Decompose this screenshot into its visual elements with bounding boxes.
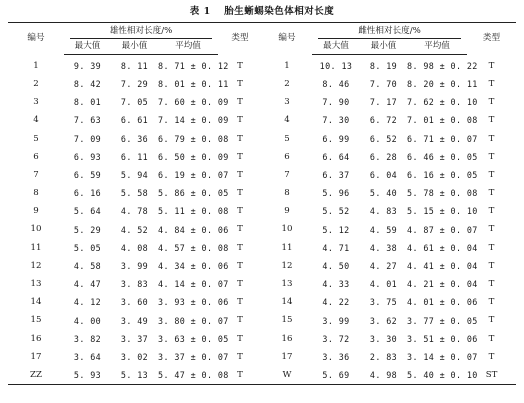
cell-male-type: T	[237, 279, 243, 290]
header-male-type: 类型	[231, 33, 249, 44]
cell-female-type: T	[488, 60, 495, 71]
cell-male-mean: 5. 11 ± 0. 08	[158, 206, 229, 217]
cell-male-mean: 5. 86 ± 0. 05	[158, 188, 229, 199]
table-row	[8, 166, 516, 184]
cell-male-max: 3. 64	[73, 351, 102, 362]
table-row	[8, 366, 516, 385]
cell-female-mean: 6. 71 ± 0. 07	[407, 133, 478, 144]
header-female-group: 雌性相对长度/%	[312, 23, 467, 40]
cell-male-no: 8	[33, 188, 39, 199]
cell-male-type: T	[237, 224, 243, 235]
table-row	[8, 130, 516, 148]
cell-female-min: 3. 75	[369, 297, 398, 308]
table-row	[8, 93, 516, 111]
cell-female-no: 15	[281, 315, 293, 326]
cell-female-type: T	[488, 188, 495, 199]
cell-female-type: T	[488, 97, 495, 108]
cell-male-type: T	[237, 188, 243, 199]
cell-female-mean: 4. 01 ± 0. 06	[407, 297, 478, 308]
header-female-type: 类型	[482, 33, 501, 44]
cell-male-no: 17	[30, 351, 42, 362]
cell-female-no: W	[282, 369, 292, 380]
cell-female-min: 6. 28	[369, 151, 398, 162]
cell-male-mean: 8. 01 ± 0. 11	[158, 79, 229, 90]
cell-male-max: 7. 09	[73, 133, 102, 144]
header-female-mean: 平均值	[407, 39, 467, 55]
cell-female-min: 7. 70	[369, 79, 398, 90]
table-row	[8, 293, 516, 311]
cell-male-min: 5. 13	[120, 370, 149, 381]
cell-female-min: 4. 27	[369, 260, 398, 271]
table-number: 表 1	[189, 6, 211, 17]
cell-male-min: 3. 02	[120, 351, 149, 362]
cell-male-min: 3. 99	[120, 260, 149, 271]
cell-female-type: T	[488, 242, 495, 253]
cell-male-no: 3	[33, 97, 39, 108]
table-row	[8, 203, 516, 221]
cell-male-mean: 7. 14 ± 0. 09	[158, 115, 229, 126]
cell-female-no: 12	[281, 260, 293, 271]
cell-male-min: 4. 52	[120, 224, 149, 235]
header-male-no: 编号	[27, 33, 45, 44]
chromosome-length-table	[8, 22, 516, 385]
cell-male-mean: 4. 57 ± 0. 08	[158, 242, 229, 253]
cell-female-min: 5. 40	[369, 188, 398, 199]
cell-male-max: 5. 64	[73, 206, 102, 217]
cell-male-no: 12	[30, 260, 42, 271]
cell-female-mean: 3. 14 ± 0. 07	[407, 351, 478, 362]
cell-female-max: 10. 13	[319, 60, 353, 71]
cell-male-mean: 6. 19 ± 0. 07	[158, 170, 229, 181]
cell-female-mean: 3. 51 ± 0. 06	[407, 333, 478, 344]
cell-male-no: 6	[33, 151, 39, 162]
cell-male-type: T	[237, 133, 243, 144]
cell-male-min: 4. 08	[120, 242, 149, 253]
cell-female-no: 17	[281, 351, 293, 362]
header-female-min: 最小值	[360, 39, 407, 55]
cell-female-mean: 5. 40 ± 0. 10	[407, 370, 478, 381]
cell-female-min: 4. 01	[369, 279, 398, 290]
cell-female-mean: 4. 61 ± 0. 04	[407, 242, 478, 253]
cell-male-no: 14	[30, 297, 42, 308]
cell-female-no: 7	[284, 169, 290, 180]
cell-female-type: ST	[485, 369, 498, 380]
header-female-no: 编号	[278, 33, 296, 44]
cell-female-max: 8. 46	[322, 79, 350, 90]
cell-male-min: 7. 05	[120, 97, 149, 108]
cell-female-max: 5. 12	[322, 224, 350, 235]
cell-female-no: 14	[281, 297, 293, 308]
table-title: 胎生蜥蜴染色体相对长度	[224, 6, 335, 17]
cell-male-no: 11	[30, 242, 42, 253]
cell-female-min: 4. 38	[369, 242, 398, 253]
cell-male-max: 4. 00	[73, 315, 102, 326]
cell-male-mean: 6. 79 ± 0. 08	[158, 133, 229, 144]
cell-male-max: 3. 82	[73, 333, 102, 344]
cell-female-max: 4. 33	[322, 279, 350, 290]
cell-male-min: 3. 49	[120, 315, 149, 326]
header-male-min: 最小值	[111, 39, 158, 55]
cell-male-mean: 3. 63 ± 0. 05	[158, 333, 229, 344]
table-row	[8, 275, 516, 293]
cell-male-max: 6. 59	[73, 170, 102, 181]
cell-female-no: 16	[281, 333, 293, 344]
table-row	[8, 330, 516, 348]
cell-female-max: 4. 50	[322, 260, 350, 271]
table-row	[8, 55, 516, 76]
cell-female-max: 6. 99	[322, 133, 350, 144]
cell-female-max: 4. 71	[322, 242, 350, 253]
cell-male-mean: 6. 50 ± 0. 09	[158, 151, 229, 162]
cell-male-min: 3. 37	[120, 333, 149, 344]
cell-female-no: 8	[284, 188, 290, 199]
cell-male-type: T	[237, 333, 243, 344]
cell-male-type: T	[237, 78, 243, 89]
cell-male-min: 6. 11	[120, 151, 149, 162]
cell-male-mean: 5. 47 ± 0. 08	[158, 370, 229, 381]
cell-female-mean: 3. 77 ± 0. 05	[407, 315, 478, 326]
cell-male-max: 4. 58	[73, 260, 102, 271]
cell-female-max: 5. 96	[322, 188, 350, 199]
cell-female-type: T	[488, 151, 495, 162]
cell-female-min: 7. 17	[369, 97, 398, 108]
cell-male-max: 9. 39	[73, 60, 102, 71]
cell-male-max: 4. 47	[73, 279, 102, 290]
cell-male-min: 4. 78	[120, 206, 149, 217]
cell-female-type: T	[488, 333, 495, 344]
cell-female-type: T	[488, 297, 495, 308]
table-row	[8, 148, 516, 166]
cell-female-mean: 5. 15 ± 0. 10	[407, 206, 478, 217]
cell-male-mean: 3. 37 ± 0. 07	[158, 351, 229, 362]
cell-female-max: 6. 64	[322, 151, 350, 162]
cell-male-no: 9	[33, 206, 39, 217]
cell-male-type: T	[237, 297, 243, 308]
cell-male-type: T	[237, 97, 243, 108]
cell-female-no: 5	[284, 133, 290, 144]
cell-female-no: 9	[284, 206, 290, 217]
cell-female-no: 13	[281, 279, 293, 290]
cell-female-min: 6. 04	[369, 170, 398, 181]
cell-male-type: T	[237, 351, 243, 362]
cell-female-type: T	[488, 315, 495, 326]
cell-male-min: 3. 83	[120, 279, 149, 290]
header-male-mean: 平均值	[158, 39, 218, 55]
cell-male-type: T	[237, 369, 243, 380]
cell-female-mean: 6. 16 ± 0. 05	[407, 170, 478, 181]
cell-male-type: T	[237, 242, 243, 253]
cell-male-no: 15	[30, 315, 42, 326]
cell-female-min: 3. 62	[369, 315, 398, 326]
cell-female-min: 2. 83	[369, 351, 398, 362]
cell-female-max: 3. 36	[322, 351, 350, 362]
cell-male-mean: 4. 34 ± 0. 06	[158, 260, 229, 271]
cell-female-mean: 7. 62 ± 0. 10	[407, 97, 478, 108]
cell-male-no: 16	[30, 333, 42, 344]
cell-male-min: 6. 36	[120, 133, 149, 144]
cell-female-type: T	[488, 260, 495, 271]
cell-female-max: 3. 99	[322, 315, 350, 326]
cell-female-min: 8. 19	[369, 60, 398, 71]
cell-female-mean: 6. 46 ± 0. 05	[407, 151, 478, 162]
cell-female-no: 1	[284, 60, 290, 71]
cell-male-type: T	[237, 260, 243, 271]
table-body	[8, 55, 516, 385]
cell-female-no: 11	[281, 242, 293, 253]
cell-male-min: 3. 60	[120, 297, 149, 308]
cell-male-max: 5. 93	[73, 370, 102, 381]
cell-male-no: 10	[30, 224, 42, 235]
cell-female-no: 10	[281, 224, 293, 235]
cell-male-type: T	[237, 315, 243, 326]
cell-male-mean: 3. 93 ± 0. 06	[158, 297, 229, 308]
cell-male-max: 5. 05	[73, 242, 102, 253]
cell-female-max: 6. 37	[322, 170, 350, 181]
table-caption	[8, 4, 516, 20]
cell-male-mean: 4. 14 ± 0. 07	[158, 279, 229, 290]
cell-male-no: 1	[33, 60, 39, 71]
cell-male-type: T	[237, 151, 243, 162]
cell-male-min: 5. 58	[120, 188, 149, 199]
cell-female-min: 3. 30	[369, 333, 398, 344]
table-row	[8, 221, 516, 239]
cell-female-max: 7. 30	[322, 115, 350, 126]
cell-male-type: T	[237, 206, 243, 217]
cell-male-max: 5. 29	[73, 224, 102, 235]
header-female-max: 最大值	[312, 39, 360, 55]
cell-female-no: 3	[284, 97, 290, 108]
cell-male-min: 5. 94	[120, 170, 149, 181]
cell-male-min: 6. 61	[120, 115, 149, 126]
cell-female-type: T	[488, 206, 495, 217]
cell-female-mean: 8. 20 ± 0. 11	[407, 79, 478, 90]
cell-female-mean: 7. 01 ± 0. 08	[407, 115, 478, 126]
cell-female-max: 5. 69	[322, 370, 350, 381]
cell-male-min: 7. 29	[120, 79, 149, 90]
cell-male-mean: 7. 60 ± 0. 09	[158, 97, 229, 108]
table-row	[8, 184, 516, 202]
table-row	[8, 75, 516, 93]
cell-male-max: 6. 16	[73, 188, 102, 199]
cell-female-type: T	[488, 224, 495, 235]
table-row	[8, 257, 516, 275]
cell-male-max: 7. 63	[73, 115, 102, 126]
cell-male-max: 8. 01	[73, 97, 102, 108]
cell-female-no: 2	[284, 78, 290, 89]
cell-female-mean: 8. 98 ± 0. 22	[407, 60, 478, 71]
cell-female-min: 6. 72	[369, 115, 398, 126]
cell-female-type: T	[488, 115, 495, 126]
table-row	[8, 312, 516, 330]
table-row	[8, 348, 516, 366]
cell-male-type: T	[237, 60, 243, 71]
cell-female-type: T	[488, 133, 495, 144]
cell-male-no: ZZ	[30, 369, 42, 380]
cell-male-mean: 4. 84 ± 0. 06	[158, 224, 229, 235]
cell-male-max: 4. 12	[73, 297, 102, 308]
cell-male-no: 2	[33, 78, 39, 89]
table-row	[8, 112, 516, 130]
cell-female-max: 5. 52	[322, 206, 350, 217]
table-row	[8, 239, 516, 257]
cell-female-min: 4. 98	[369, 370, 398, 381]
cell-male-type: T	[237, 169, 243, 180]
cell-female-mean: 4. 21 ± 0. 04	[407, 279, 478, 290]
cell-male-no: 5	[33, 133, 39, 144]
cell-female-type: T	[488, 78, 495, 89]
cell-male-max: 8. 42	[73, 79, 102, 90]
cell-female-type: T	[488, 351, 495, 362]
cell-male-max: 6. 93	[73, 151, 102, 162]
cell-female-type: T	[488, 169, 495, 180]
cell-male-type: T	[237, 115, 243, 126]
cell-female-mean: 5. 78 ± 0. 08	[407, 188, 478, 199]
cell-female-no: 6	[284, 151, 290, 162]
cell-male-mean: 8. 71 ± 0. 12	[158, 60, 229, 71]
cell-male-no: 4	[33, 115, 39, 126]
cell-female-min: 6. 52	[369, 133, 398, 144]
header-male-group: 雄性相对长度/%	[64, 23, 218, 40]
cell-male-no: 7	[33, 169, 39, 180]
header-male-max: 最大值	[64, 39, 111, 55]
cell-female-max: 3. 72	[322, 333, 350, 344]
cell-male-min: 8. 11	[120, 60, 149, 71]
cell-male-mean: 3. 80 ± 0. 07	[158, 315, 229, 326]
cell-female-mean: 4. 41 ± 0. 04	[407, 260, 478, 271]
cell-female-type: T	[488, 279, 495, 290]
cell-female-max: 7. 90	[322, 97, 350, 108]
cell-male-no: 13	[30, 279, 42, 290]
cell-female-max: 4. 22	[322, 297, 350, 308]
cell-female-min: 4. 59	[369, 224, 398, 235]
cell-female-mean: 4. 87 ± 0. 07	[407, 224, 478, 235]
cell-female-no: 4	[284, 115, 290, 126]
cell-female-min: 4. 83	[369, 206, 398, 217]
